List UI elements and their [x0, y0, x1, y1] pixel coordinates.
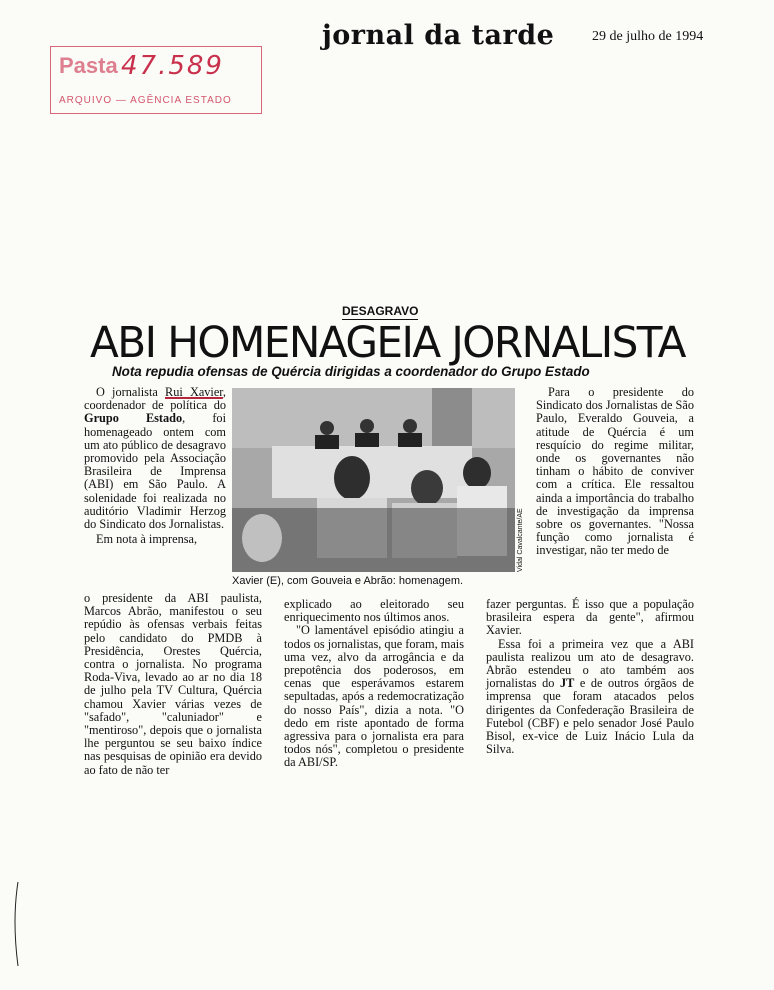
margin-mark — [8, 880, 28, 970]
paragraph: explicado ao eleitorado seu enriquecimento nos últimos anos. — [284, 597, 464, 625]
column-3-bottom — [486, 598, 694, 756]
column-1-bottom — [84, 592, 262, 777]
paragraph: Essa foi a primeira vez que a ABI paulista realizou um ato de desagravo. Abrão estendeu o ato também aos jornalistas do JT e de outros órgãos de imprensa que foram atacados pelos dirigentes da Confederação Brasileira de Futebol (CBF) e pelo senador José Paulo Bisol, ex-vice de Luiz Inácio Lula da Silva. — [486, 636, 694, 757]
stamp-subtitle: ARQUIVO — AGÊNCIA ESTADO — [59, 95, 232, 106]
grupo-estado: Grupo Estado — [84, 411, 183, 426]
photo-illustration — [232, 388, 515, 572]
column-1-top: O jornalista Rui Xavier, coordenador de política do Grupo Estado, foi homenageado ontem com um ato público de desagravo promovido pela Associação Brasileira de Imprensa (ABI) em São Paulo. A solenidade foi realizada no auditório Vladimir Herzog do Sindicato dos Jornalistas. Em nota à imprensa, — [84, 385, 226, 547]
headline: ABI HOMENAGEIA JORNALISTA — [90, 318, 685, 368]
photo-credit: Vidal Cavalcante/AE — [517, 508, 524, 572]
photo-caption: Xavier (E), com Gouveia e Abrão: homenagem. — [232, 575, 464, 587]
publication-date: 29 de julho de 1994 — [592, 29, 704, 44]
paragraph-continuation: o presidente da ABI paulista, Marcos Abrão, manifestou o seu repúdio às ofensas verbais feitas pelo candidato do PMDB à Presidência, Orestes Quércia, contra o jornalista. No programa Roda-Viva, levado ao ar no dia 18 de julho pela TV Cultura, Quércia chamou Xavier várias vezes de "safado", "caluniador" e "mentiroso", depois que o jornalista lhe perguntou se seu baixo índice nas pesquisas de opinião era devido ao fato de não ter — [84, 591, 262, 777]
news-photo — [232, 388, 515, 572]
subject-name: Rui Xavier — [165, 385, 223, 399]
paragraph: "O lamentável episódio atingiu a todos os jornalistas, que foram, mais uma vez, alvo da arrogância e da prepotência dos poderosos, em cenas que esperávamos estarem sepultadas, após a redemocratização do nosso País", dizia a nota. "O dedo em riste apontado de forma agressiva para o jornalista era para todos nós", completou o presidente da ABI/SP. — [284, 623, 464, 770]
paragraph-continuation: fazer perguntas. É isso que a população brasileira espera da gente", afirmou Xavier. — [486, 597, 694, 638]
kicker: DESAGRAVO — [342, 304, 419, 318]
stamp-number: 47.589 — [121, 51, 224, 81]
column-3-top — [536, 386, 694, 558]
subheadline: Nota repudia ofensas de Quércia dirigidas a coordenador do Grupo Estado — [112, 364, 590, 379]
archive-stamp — [50, 46, 262, 114]
paragraph: Para o presidente do Sindicato dos Jornalistas de São Paulo, Everaldo Gouveia, a atitude de Quércia é um resquício do regime militar, onde os governantes não tinham o hábito de conviver com a crítica. Ele ressaltou ainda a importância do trabalho de investigação da imprensa sobre os governantes. "Nossa função como jornalista é investigar, não ter medo de — [536, 385, 694, 558]
masthead: jornal da tarde — [322, 20, 555, 51]
paragraph: Em nota à imprensa, — [96, 532, 198, 547]
column-2 — [284, 598, 464, 770]
stamp-label: Pasta — [59, 53, 118, 78]
jt-abbr: JT — [559, 676, 575, 691]
